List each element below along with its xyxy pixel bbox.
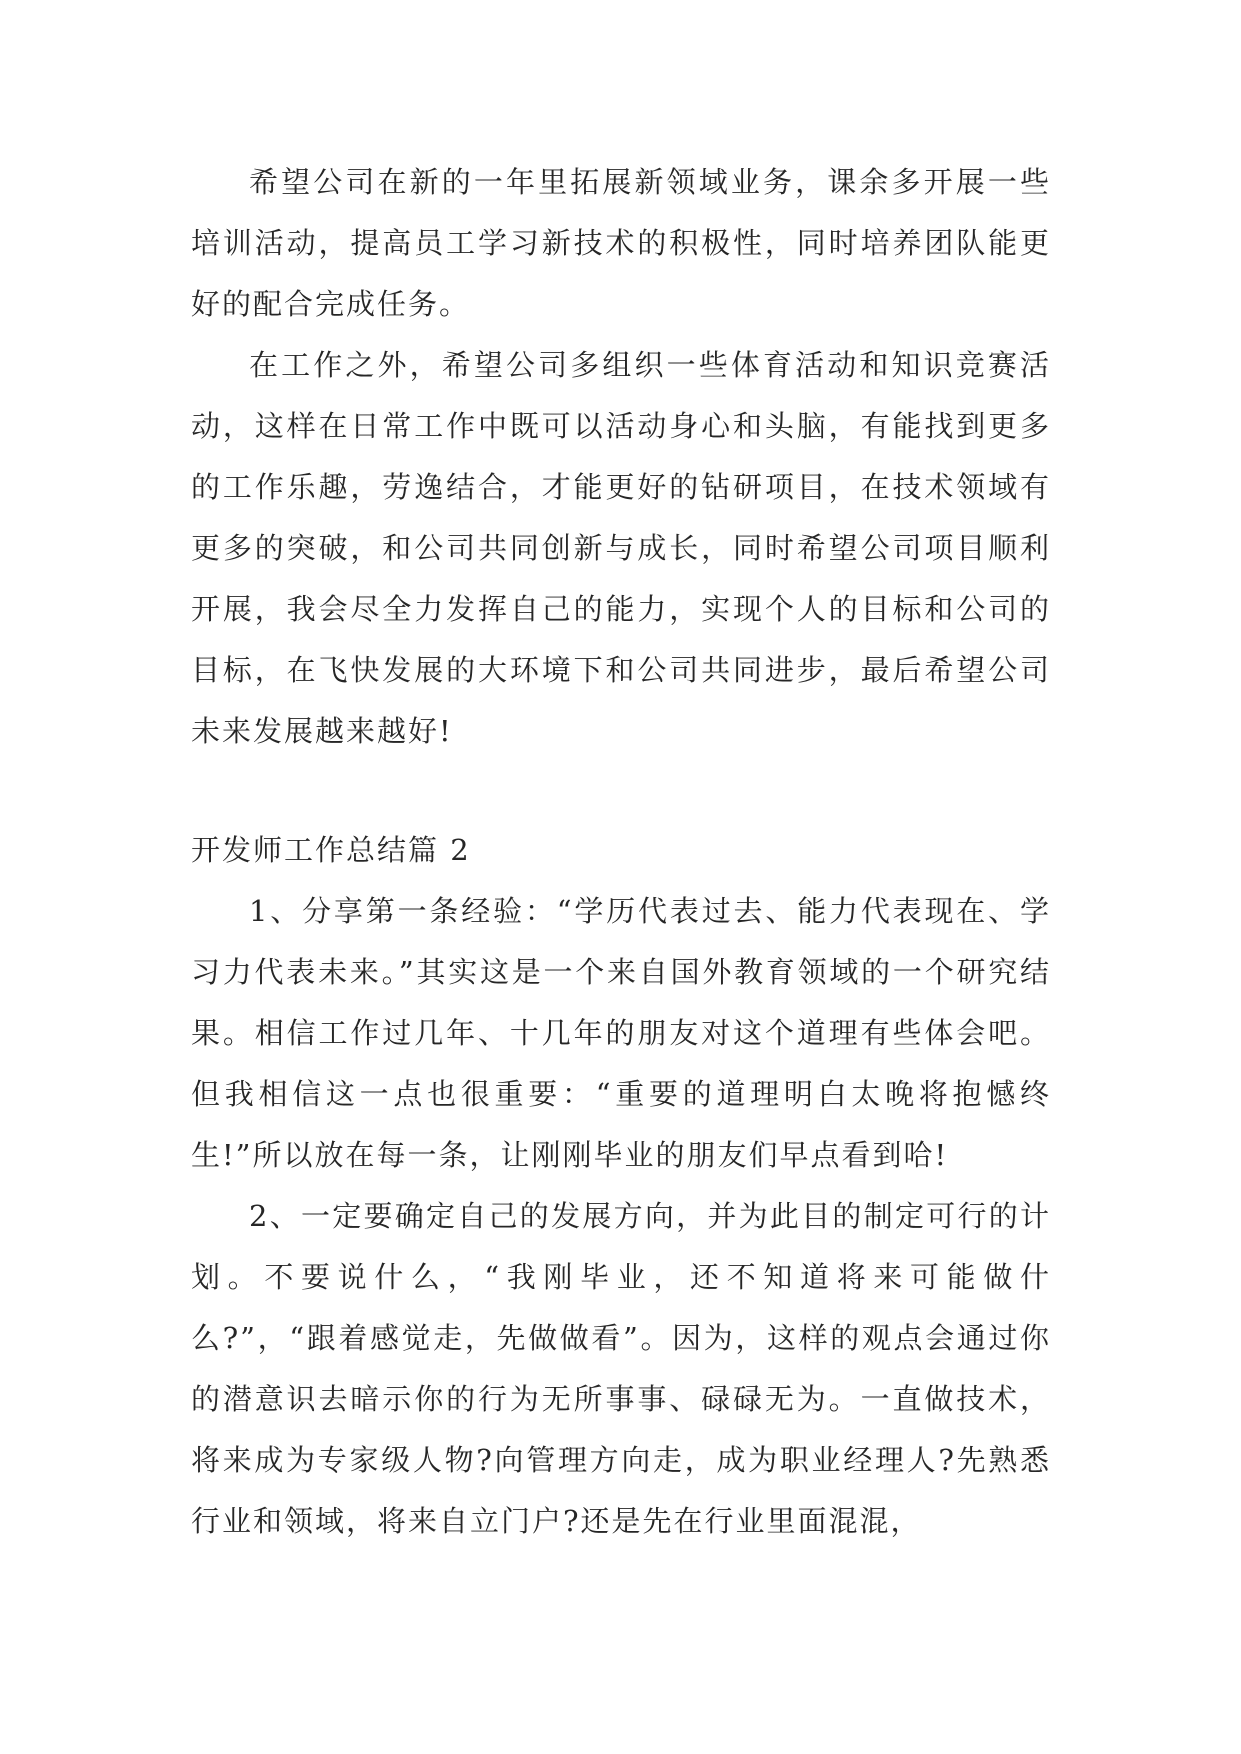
section-title: 开发师工作总结篇 2 — [191, 833, 471, 867]
body-paragraph: 希望公司在新的一年里拓展新领域业务，课余多开展一些培训活动，提高员工学习新技术的积极性，同时培养团队能更好的配合完成任务。 — [191, 165, 1051, 321]
body-paragraph: 1、分享第一条经验：“学历代表过去、能力代表现在、学习力代表未来。”其实这是一个来自国外教育领域的一个研究结果。相信工作过几年、十几年的朋友对这个道理有些体会吧。但我相信这一点也很重要：“重要的道理明白太晚将抱憾终生!”所以放在每一条，让刚刚毕业的朋友们早点看到哈! — [191, 894, 1051, 1172]
body-paragraph: 在工作之外，希望公司多组织一些体育活动和知识竞赛活动，这样在日常工作中既可以活动身心和头脑，有能找到更多的工作乐趣，劳逸结合，才能更好的钻研项目，在技术领域有更多的突破，和公司共同创新与成长，同时希望公司项目顺利开展，我会尽全力发挥自己的能力，实现个人的目标和公司的目标，在飞快发展的大环境下和公司共同进步，最后希望公司未来发展越来越好! — [191, 348, 1051, 748]
body-paragraph: 2、一定要确定自己的发展方向，并为此目的制定可行的计划。不要说什么，“我刚毕业，还不知道将来可能做什么?”，“跟着感觉走，先做做看”。因为，这样的观点会通过你的潜意识去暗示你的行为无所事事、碌碌无为。一直做技术，将来成为专家级人物?向管理方向走，成为职业经理人?先熟悉行业和领域，将来自立门户?还是先在行业里面混混， — [191, 1199, 1051, 1538]
section-spacer — [191, 762, 1051, 820]
document-page — [191, 152, 1051, 1552]
